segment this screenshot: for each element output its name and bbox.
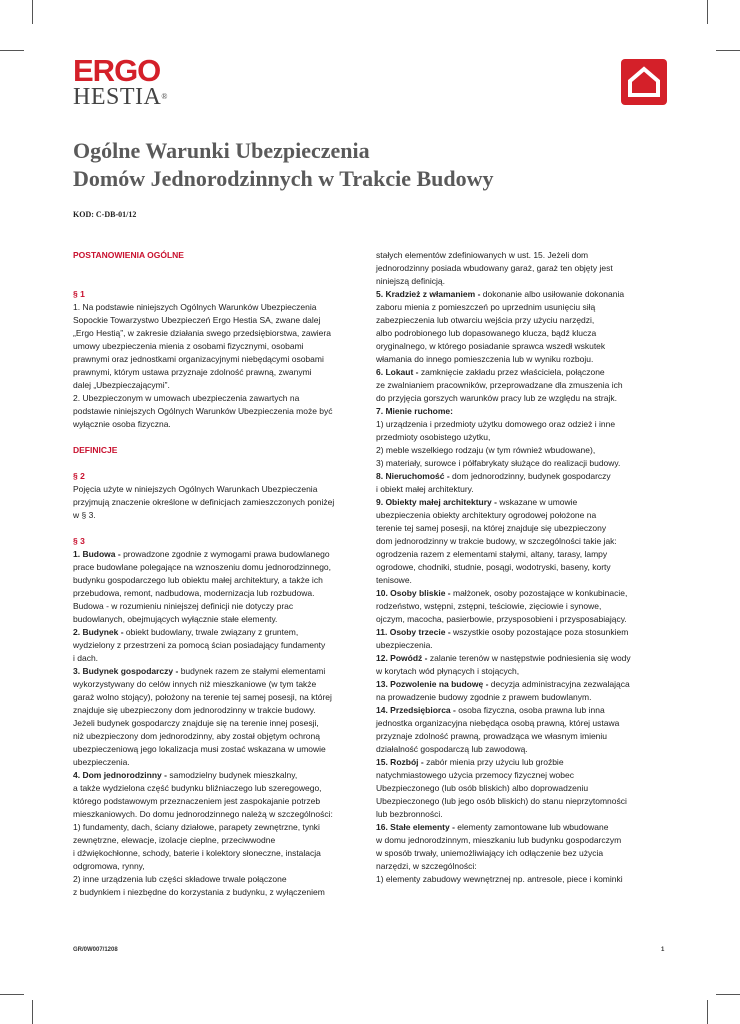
title-line-2: Domów Jednorodzinnych w Trakcie Budowy: [73, 166, 494, 191]
definition-term: 9. Obiekty małej architektury -: [376, 497, 497, 507]
document-code: KOD: C-DB-01/12: [73, 210, 137, 219]
document-title: [73, 137, 673, 193]
text-line: Sopockie Towarzystwo Ubezpieczeń Ergo Hestia SA, zwane dalej: [73, 315, 321, 325]
ergo-hestia-logo: [73, 53, 168, 110]
definition-text: zabór mienia przy użyciu lub groźbie: [423, 757, 564, 767]
definition-line: [376, 496, 671, 509]
definition-line: [376, 626, 671, 639]
page-number: 1: [661, 947, 665, 953]
text-line: Ubezpieczonego (lub osób bliskich) albo doprowadzeniu: [376, 783, 589, 793]
text-line: prawnymi, którym ustawa przyznaje zdolność prawną, zwanymi: [73, 367, 312, 377]
definition-term: 14. Przedsiębiorca -: [376, 705, 456, 715]
definition-text: budynek razem ze stałymi elementami: [178, 666, 326, 676]
text-line: 3) materiały, surowce i półfabrykaty służące do realizacji budowy.: [376, 458, 621, 468]
definition-term: 11. Osoby trzecie -: [376, 627, 451, 637]
definition-line: [376, 821, 671, 834]
right-column: [376, 249, 671, 886]
definition-term: 3. Budynek gospodarczy -: [73, 666, 179, 676]
logo-ergo: ERGO: [73, 53, 161, 88]
text-line: z budynkiem i niezbędne do korzystania z budynku, z wyłączeniem: [73, 887, 325, 897]
text-line: 1) urządzenia i przedmioty użytku domowego oraz odzież i inne: [376, 419, 616, 429]
text-line: 1. Na podstawie niniejszych Ogólnych Warunków Ubezpieczenia: [73, 302, 317, 312]
definition-line: [376, 366, 671, 379]
definition-term: 1. Budowa -: [73, 549, 121, 559]
crop-mark: [32, 1000, 33, 1024]
text-line: przyjmują znaczenie określone w definicjach zamieszczonych poniżej: [73, 497, 335, 507]
text-line: zaboru mienia z pomieszczeń po uprzednim usunięciu siłą: [376, 302, 596, 312]
crop-mark: [0, 994, 24, 995]
text-line: ogrodowe, chodniki, studnie, posągi, wodotryski, baseny, korty: [376, 562, 611, 572]
text-line: ubezpieczeniową jego lokalizacja musi zostać wskazana w umowie: [73, 744, 326, 754]
text-line: przebudowa, remont, nadbudowa, modernizacja lub rozbudowa.: [73, 588, 315, 598]
text-line: przedmioty osobistego użytku,: [376, 432, 491, 442]
text-line: 2) inne urządzenia lub części składowe trwale połączone: [73, 874, 287, 884]
crop-mark: [707, 1000, 708, 1024]
text-line: tenisowe.: [376, 575, 412, 585]
text-line: stałych elementów zdefiniowanych w ust. 15. Jeżeli dom: [376, 250, 589, 260]
definition-term: 10. Osoby bliskie -: [376, 588, 451, 598]
text-line: zewnętrzne, elewacje, izolacje cieplne, przeciwwodne: [73, 835, 276, 845]
definition-term: 8. Nieruchomość -: [376, 471, 450, 481]
definition-line: [376, 470, 671, 483]
footer-code: GR/0W007/1208: [73, 947, 118, 953]
text-line: lub bezbronności.: [376, 809, 443, 819]
text-line: prawnymi oraz jednostkami organizacyjnymi niebędącymi osobami: [73, 354, 324, 364]
definition-text: zalanie terenów w następstwie podniesienia się wody: [427, 653, 631, 663]
text-line: ubezpieczenia.: [73, 757, 130, 767]
text-line: w korytach wód płynących i stojących,: [376, 666, 520, 676]
text-line: przyznaje zdolność prawną, prowadząca we własnym imieniu: [376, 731, 608, 741]
title-line-1: Ogólne Warunki Ubezpieczenia: [73, 138, 370, 163]
text-line: działalność gospodarczą lub zawodową.: [376, 744, 528, 754]
text-line: i obiekt małej architektury.: [376, 484, 474, 494]
text-line: terenie tej samej posesji, na której znajduje się ubezpieczony: [376, 523, 607, 533]
text-line: narzędzi, w szczególności:: [376, 861, 477, 871]
text-line: wyłącznie osoba fizyczna.: [73, 419, 171, 429]
text-line: Ubezpieczonego (lub jego osób bliskich) do stanu nieprzytomności: [376, 796, 627, 806]
definition-line: [73, 548, 368, 561]
text-line: Budowa - w rozumieniu niniejszej definicji nie dotyczy prac: [73, 601, 294, 611]
text-line: oryginalnego, w którego posiadanie sprawca wszedł wskutek: [376, 341, 606, 351]
text-line: budowlanych, obejmujących wyłącznie stałe elementy.: [73, 614, 278, 624]
definition-term: 7. Mienie ruchome:: [376, 406, 453, 416]
text-line: którego podstawowym przeznaczeniem jest zaspokajanie potrzeb: [73, 796, 321, 806]
text-line: w § 3.: [73, 510, 96, 520]
section-heading: POSTANOWIENIA OGÓLNE: [73, 250, 184, 260]
text-line: ojczym, macocha, pasierbowie, przysposobieni i przysposabiający.: [376, 614, 627, 624]
text-line: podstawie niniejszych Ogólnych Warunków Ubezpieczenia może być: [73, 406, 333, 416]
text-line: Jeżeli budynek gospodarczy znajduje się na terenie innej posesji,: [73, 718, 319, 728]
text-line: umowy ubezpieczenia mienia z osobami fizycznymi, osobami: [73, 341, 304, 351]
definition-term: 4. Dom jednorodzinny -: [73, 770, 167, 780]
definition-text: dokonanie albo usiłowanie dokonania: [480, 289, 625, 299]
definition-term: 15. Rozbój -: [376, 757, 424, 767]
text-line: albo podrobionego lub dopasowanego klucza, bądź klucza: [376, 328, 597, 338]
text-line: w domu jednorodzinnym, mieszkaniu lub budynku gospodarczym: [376, 835, 622, 845]
definition-line: [376, 288, 671, 301]
text-line: jednorodzinny posiada wbudowany garaż, garaż ten objęty jest: [376, 263, 613, 273]
text-line: 2) meble wszelkiego rodzaju (w tym również wbudowane),: [376, 445, 596, 455]
left-column: [73, 249, 368, 899]
definition-line: [376, 405, 671, 418]
definition-text: zamknięcie zakładu przez właściciela, połączone: [418, 367, 605, 377]
crop-mark: [716, 50, 740, 51]
definition-line: [376, 652, 671, 665]
paragraph-mark: § 3: [73, 536, 85, 546]
text-line: dom jednorodzinny w trakcie budowy, w szczególności takie jak:: [376, 536, 617, 546]
crop-mark: [707, 0, 708, 24]
text-line: 2. Ubezpieczonym w umowach ubezpieczenia zawartych na: [73, 393, 300, 403]
text-line: znajduje się ubezpieczony dom jednorodzinny w trakcie budowy.: [73, 705, 316, 715]
definition-line: [376, 678, 671, 691]
text-line: odgromowa, rynny,: [73, 861, 145, 871]
text-line: niniejszą definicją.: [376, 276, 445, 286]
logo-hestia: HESTIA: [73, 84, 162, 110]
text-line: 1) fundamenty, dach, ściany działowe, parapety zewnętrzne, tynki: [73, 822, 320, 832]
text-line: w sposób trwały, uniemożliwiający ich odłączenie bez użycia: [376, 848, 604, 858]
crop-mark: [32, 0, 33, 24]
text-line: natychmiastowego użycia przemocy fizycznej wobec: [376, 770, 574, 780]
text-line: Pojęcia użyte w niniejszych Ogólnych Warunkach Ubezpieczenia: [73, 484, 318, 494]
definition-term: 16. Stałe elementy -: [376, 822, 455, 832]
text-line: włamania do innego pomieszczenia lub w wyniku rozboju.: [376, 354, 594, 364]
definition-line: [73, 665, 368, 678]
definition-text: obiekt budowlany, trwale związany z gruntem,: [123, 627, 299, 637]
definition-term: 2. Budynek -: [73, 627, 124, 637]
definition-text: małżonek, osoby pozostające w konkubinacie,: [450, 588, 628, 598]
text-line: dalej „Ubezpieczającymi”.: [73, 380, 170, 390]
definition-term: 6. Lokaut -: [376, 367, 419, 377]
text-line: ze zwalnianiem pracowników, przeprowadzane dla zmuszenia ich: [376, 380, 623, 390]
definition-text: samodzielny budynek mieszkalny,: [166, 770, 298, 780]
text-line: budynku gospodarczego lub obiektu małej architektury, a także ich: [73, 575, 323, 585]
text-line: garaż wolno stojący), położony na terenie tej samej posesji, na której: [73, 692, 332, 702]
text-line: ubezpieczenia obiekty architektury ogrodowej położone na: [376, 510, 597, 520]
text-line: „Ergo Hestią”, w zakresie działania swego przedsiębiorstwa, zawiera: [73, 328, 331, 338]
text-line: zabezpieczenia lub otwarciu wejścia przy użyciu narzędzi,: [376, 315, 595, 325]
paragraph-mark: § 1: [73, 289, 85, 299]
text-line: wydzielony z przestrzeni za pomocą ścian posiadający fundamenty: [73, 640, 326, 650]
definition-line: [376, 704, 671, 717]
text-line: i dźwiękochłonne, schody, baterie i kolektory słoneczne, instalacja: [73, 848, 321, 858]
definition-text: decyzja administracyjna zezwalająca: [488, 679, 630, 689]
definition-line: [73, 769, 368, 782]
definition-text: dom jednorodzinny, budynek gospodarczy: [449, 471, 611, 481]
definition-term: 5. Kradzież z włamaniem -: [376, 289, 481, 299]
text-line: niż ubezpieczony dom jednorodzinny, aby został objętym ochroną: [73, 731, 320, 741]
text-line: prace budowlane polegające na wznoszeniu domu jednorodzinnego,: [73, 562, 332, 572]
text-line: i dach.: [73, 653, 99, 663]
text-line: ubezpieczenia.: [376, 640, 433, 650]
text-line: jednostka organizacyjna niebędąca osobą prawną, której ustawa: [376, 718, 620, 728]
definition-text: prowadzone zgodnie z wymogami prawa budowlanego: [120, 549, 330, 559]
section-heading: DEFINICJE: [73, 445, 118, 455]
definition-text: wskazane w umowie: [496, 497, 578, 507]
house-icon: [621, 59, 667, 105]
definition-term: 13. Pozwolenie na budowę -: [376, 679, 489, 689]
text-line: wykorzystywany do celów innych niż mieszkaniowe (w tym także: [73, 679, 317, 689]
text-line: 1) elementy zabudowy wewnętrznej np. antresole, piece i kominki: [376, 874, 623, 884]
definition-term: 12. Powódź -: [376, 653, 428, 663]
definition-line: [376, 587, 671, 600]
crop-mark: [716, 994, 740, 995]
definition-text: elementy zamontowane lub wbudowane: [454, 822, 609, 832]
text-line: a także wydzielona część budynku bliźniaczego lub szeregowego,: [73, 783, 322, 793]
text-line: rodzeństwo, wstępni, zstępni, teściowie, zięciowie i synowe,: [376, 601, 602, 611]
paragraph-mark: § 2: [73, 471, 85, 481]
text-line: mieszkaniowych. Do domu jednorodzinnego należą w szczególności:: [73, 809, 333, 819]
logo-registered: ®: [161, 92, 168, 101]
definition-line: [376, 756, 671, 769]
text-line: na prowadzenie budowy zgodnie z prawem budowlanym.: [376, 692, 592, 702]
crop-mark: [0, 50, 24, 51]
definition-text: wszystkie osoby pozostające poza stosunkiem: [450, 627, 629, 637]
text-line: do przyjęcia gorszych warunków pracy lub ze względu na strajk.: [376, 393, 617, 403]
text-line: ogrodzenia razem z elementami stałymi, altany, tarasy, lampy: [376, 549, 608, 559]
definition-line: [73, 626, 368, 639]
definition-text: osoba fizyczna, osoba prawna lub inna: [455, 705, 605, 715]
